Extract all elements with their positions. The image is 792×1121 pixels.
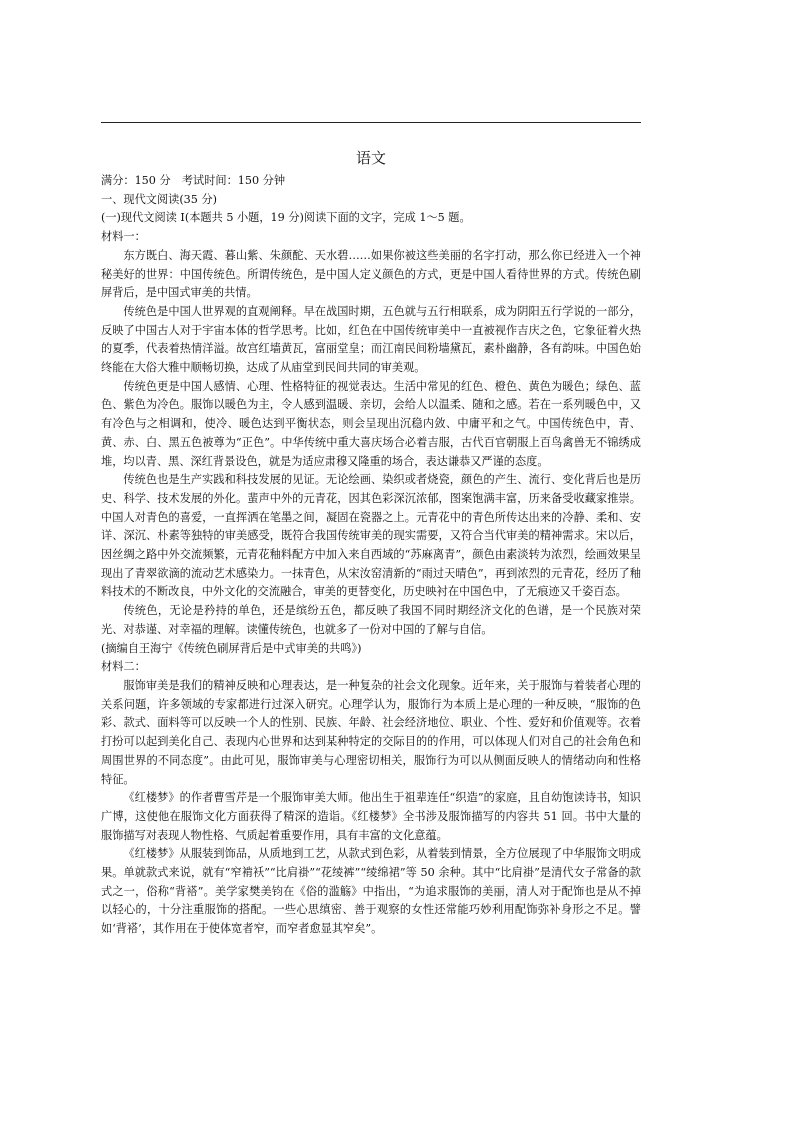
paragraph: 服饰审美是我们的精神反映和心理表达，是一种复杂的社会文化现象。近年来，关于服饰与着装者心理的关系问题，许多领域的专家都进行过深入研究。心理学认为，服饰行为本质上是心理的一种反映，“服饰的色彩、款式、面料等可以反映一个人的性别、民族、年龄、社会经济地位、职业、个性、爱好和价值观等。衣着打扮可以起到美化自己、表现内心世界和达到某种特定的交际目的的作用，可以体现人们对自己的社会角色和周围世界的不同态度”。由此可见，服饰审美与心理密切相关，服饰行为可以从侧面反映人的情绪动向和性格特征。 [101,678,641,786]
material-label: 材料一： [101,230,146,244]
document-body [101,148,641,939]
subsection-heading: (一)现代文阅读 I(本题共 5 小题，19 分)阅读下面的文字，完成 1～5 题。 [101,211,471,225]
exam-info: 满分：150 分 考试时间：150 分钟 [101,174,286,187]
paragraph: 《红楼梦》从服装到饰品，从质地到工艺，从款式到色彩，从着装到情景，全方位展现了中华服饰文明成果。单就款式来说，就有“窄褃袄”“比肩褂”“花绫裤”“绫绵裙”等 50 余种。其中“比肩褂”是清代女子常备的款式之一，俗称“背褡”。美学家樊美钧在《俗的滥觞》中指出，“为追求服饰的美丽，清人对于配饰也是从不掉以轻心的，十分注重服饰的搭配。一些心思缜密、善于观察的女性还常能巧妙利用配饰弥补身形之不足。譬如‘背褡’，其作用在于使体宽者窄，而窄者愈显其窄矣”。 [101,847,641,936]
paragraph: 《红楼梦》的作者曹雪芹是一个服饰审美大师。他出生于祖辈连任“织造”的家庭，且自幼饱读诗书，知识广博，这使他在服饰文化方面获得了精深的造诣。《红楼梦》全书涉及服饰描写的内容共 51 回。书中大量的服饰描写对表现人物性格、气质起着重要作用，具有丰富的文化意蕴。 [101,791,641,842]
paragraph: 传统色，无论是矜持的单色，还是缤纷五色，都反映了我国不同时期经济文化的色谱，是一个民族对荣光、对恭谨、对幸福的理解。读懂传统色，也就多了一份对中国的了解与自信。 [101,604,641,636]
paragraph: 传统色更是中国人感情、心理、性格特征的视觉表达。生活中常见的红色、橙色、黄色为暖色；绿色、蓝色、紫色为冷色。服饰以暖色为主，令人感到温暖、亲切，会给人以温柔、随和之感。若在一系列暖色中，又有冷色与之相调和，使冷、暖色达到平衡状态，则会呈现出沉稳内敛、中庸平和之气。中国传统色中，青、黄、赤、白、黑五色被尊为“正色”。中华传统中重大喜庆场合必着吉服，古代百官朝服上百鸟禽兽无不锦绣成堆，均以青、黑、深红背景设色，就是为适应肃穆又隆重的场合，表达谦恭又严谨的态度。 [101,379,641,468]
paragraph: 传统色也是生产实践和科技发展的见证。无论绘画、染织或者烧瓷，颜色的产生、流行、变化背后也是历史、科学、技术发展的外化。蜚声中外的元青花，因其色彩深沉浓郁，图案饱满丰富，历来备受收藏家推崇。中国人对青色的喜爱，一直挥洒在笔墨之间，凝固在瓷器之上。元青花中的青色所传达出来的冷静、柔和、安详、深沉、朴素等独特的审美感受，既符合我国传统审美的现实需要，又符合当代审美的精神需求。宋以后，因丝绸之路中外交流频繁，元青花釉料配方中加入来自西域的“苏麻离青”，颜色由素淡转为浓烈，绘画效果呈现出了青翠欲滴的流动艺术感染力。一抹青色，从宋汝窑清新的“雨过天晴色”，再到浓烈的元青花，经历了釉料技术的不断改良，中外文化的交流融合，审美的更替变化，历史映衬在中国色中，了无痕迹又千姿百态。 [101,473,641,599]
paragraph: 东方既白、海天霞、暮山紫、朱颜酡、天水碧……如果你被这些美丽的名字打动，那么你已经进入一个神秘美好的世界：中国传统色。所谓传统色，是中国人定义颜色的方式，更是中国人看待世界的方式。传统色刷屏背后，是中国式审美的共情。 [101,248,641,300]
page-title: 语文 [355,149,386,167]
section-heading: 一、现代文阅读(35 分) [101,192,218,206]
material-label: 材料二： [101,660,146,674]
paragraph: 传统色是中国人世界观的直观阐释。早在战国时期，五色就与五行相联系，成为阴阳五行学说的一部分，反映了中国古人对于宇宙本体的哲学思考。比如，红色在中国传统审美中一直被视作吉庆之色，它象征着火热的夏季，代表着热情洋溢。故宫红墙黄瓦，富丽堂皇；而江南民间粉墙黛瓦，素朴幽静，各有韵味。中国色始终能在大俗大雅中顺畅切换，达成了从庙堂到民间共同的审美观。 [101,304,641,375]
source-citation: (摘编自王海宁《传统色刷屏背后是中式审美的共鸣》) [101,641,362,655]
header-rule [101,122,641,123]
